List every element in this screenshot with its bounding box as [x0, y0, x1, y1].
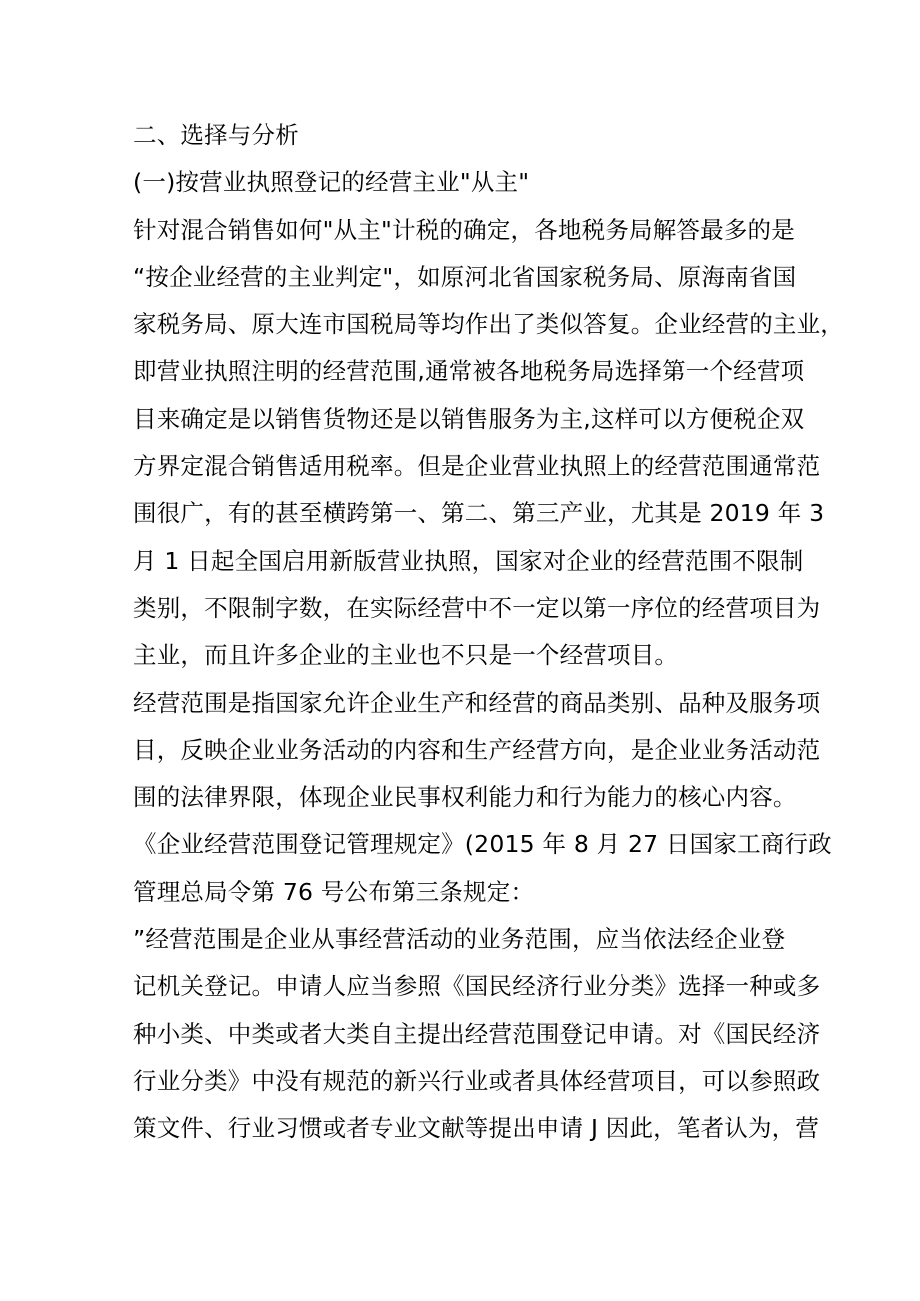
text-line: 主业，而且许多企业的主业也不只是一个经营项目。	[133, 641, 679, 670]
text-line: 针对混合销售如何"从主"计税的确定，各地税务局解答最多的是	[133, 215, 795, 244]
text-line: 种小类、中类或者大类自主提出经营范围登记申请。对《国民经济	[133, 1019, 821, 1048]
document-body	[133, 112, 844, 1153]
text-line: ”经营范围是企业从事经营活动的业务范围，应当依法经企业登	[133, 925, 786, 954]
text-line: 《企业经营范围登记管理规定》(2015 年 8 月 27 日国家工商行政	[133, 830, 832, 859]
text-line: 记机关登记。申请人应当参照《国民经济行业分类》选择一种或多	[133, 972, 821, 1001]
text-line: 目来确定是以销售货物还是以销售服务为主,这样可以方便税企双	[133, 404, 805, 433]
subsection-heading: (一)按营业执照登记的经营主业"从主"	[133, 168, 530, 197]
text-line: 管理总局令第 76 号公布第三条规定：	[133, 877, 535, 906]
text-line: 围很广，有的甚至横跨第一、第二、第三产业，尤其是 2019 年 3	[133, 499, 825, 528]
text-line: 策文件、行业习惯或者专业文献等提出申请 J 因此，笔者认为，营	[133, 1114, 820, 1143]
text-line: 经营范围是指国家允许企业生产和经营的商品类别、品种及服务项	[133, 688, 821, 717]
text-line: “按企业经营的主业判定"，如原河北省国家税务局、原海南省国	[133, 262, 797, 291]
text-line: 月 1 日起全国启用新版营业执照，国家对企业的经营范围不限制	[133, 546, 804, 575]
text-line: 类别，不限制字数，在实际经营中不一定以第一序位的经营项目为	[133, 593, 821, 622]
text-line: 目，反映企业业务活动的内容和生产经营方向，是企业业务活动范	[133, 735, 821, 764]
text-line: 即营业执照注明的经营范围,通常被各地税务局选择第一个经营项	[133, 357, 805, 386]
text-line: 方界定混合销售适用税率。但是企业营业执照上的经营范围通常范	[133, 452, 821, 481]
text-line: 围的法律界限，体现企业民事权利能力和行为能力的核心内容。	[133, 783, 797, 812]
section-heading: 二、选择与分析	[133, 121, 299, 149]
text-line: 家税务局、原大连市国税局等均作出了类似答复。企业经营的主业，	[133, 310, 844, 339]
text-line: 行业分类》中没有规范的新兴行业或者具体经营项目，可以参照政	[133, 1066, 821, 1095]
